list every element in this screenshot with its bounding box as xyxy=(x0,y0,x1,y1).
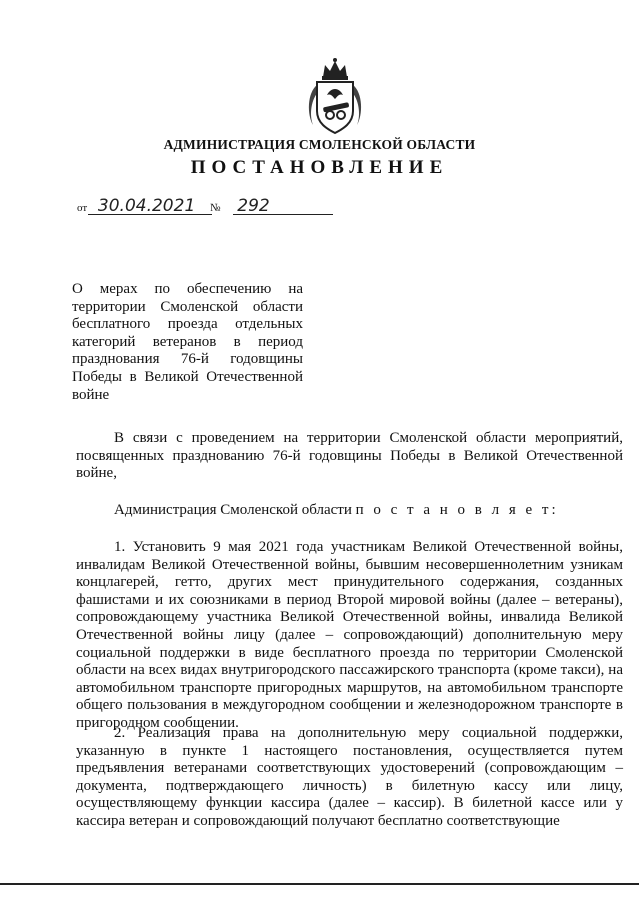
date-underline xyxy=(88,214,212,215)
subject-line: Победы в Великой Отечественной xyxy=(72,368,303,385)
decree-paragraph xyxy=(76,502,623,520)
subject-line: О мерах по обеспечению на xyxy=(72,281,303,297)
page-bottom-rule xyxy=(0,883,639,885)
document-type: ПОСТАНОВЛЕНИЕ xyxy=(190,157,449,178)
date-prefix: от xyxy=(77,202,88,214)
document-subject xyxy=(72,281,303,404)
organization-name: АДМИНИСТРАЦИЯ СМОЛЕНСКОЙ ОБЛАСТИ xyxy=(163,137,476,152)
handwritten-date: 30.04.2021 xyxy=(97,196,196,216)
number-underline xyxy=(233,214,333,215)
subject-line: территории Смоленской области xyxy=(72,298,303,315)
coat-of-arms-icon xyxy=(303,55,367,137)
clause-1: 1. Установить 9 мая 2021 года участникам Великой Отечественной войны, инвалидам Великой Отечественной войны, бывшим несовершеннолетним узникам концлагерей, гетто, других мест принудительного содержания, созданных фашистами и их союзниками в период Второй мировой войны (далее – ветераны), сопровождающему участника Великой Отечественной войны, инвалида Великой Отечественной войны лицу (далее – сопровождающий) дополнительную меру социальной поддержки в виде бесплатного проезда по территории Смоленской области на всех видах внутригородского пассажирского транспорта (кроме такси), на автомобильном транспорте пригородных маршрутов, на автомобильном транспорте общего пользования в междугородном сообщении и железнодорожном транспорте в пригородном сообщении. xyxy=(76,539,623,731)
decree-verb: п о с т а н о в л я е т: xyxy=(355,502,559,518)
subject-line: категорий ветеранов в период xyxy=(72,333,303,350)
handwritten-number: 292 xyxy=(237,196,270,216)
subject-line: празднования 76-й годовщины xyxy=(72,351,303,368)
subject-line: войне xyxy=(72,386,110,403)
subject-line: бесплатного проезда отдельных xyxy=(72,316,303,333)
clause-2: 2. Реализация права на дополнительную меру социальной поддержки, указанную в пункте 1 настоящего постановления, осуществляется путем предъявления ветеранами соответствующих удостоверений (сопровождающим – документа, подтверждающего личность) в билетную кассу или лицу, осуществляющему функции кассира (далее – кассир). В билетной кассе или у кассира ветеран и сопровождающий получают бесплатно соответствующие xyxy=(76,725,623,829)
preamble-paragraph: В связи с проведением на территории Смоленской области мероприятий, посвященных празднованию 76-й годовщины Победы в Великой Отечественной войне, xyxy=(76,430,623,482)
number-prefix: № xyxy=(210,202,221,214)
decree-subject: Администрация Смоленской области xyxy=(114,502,352,518)
date-number-line xyxy=(77,196,270,216)
